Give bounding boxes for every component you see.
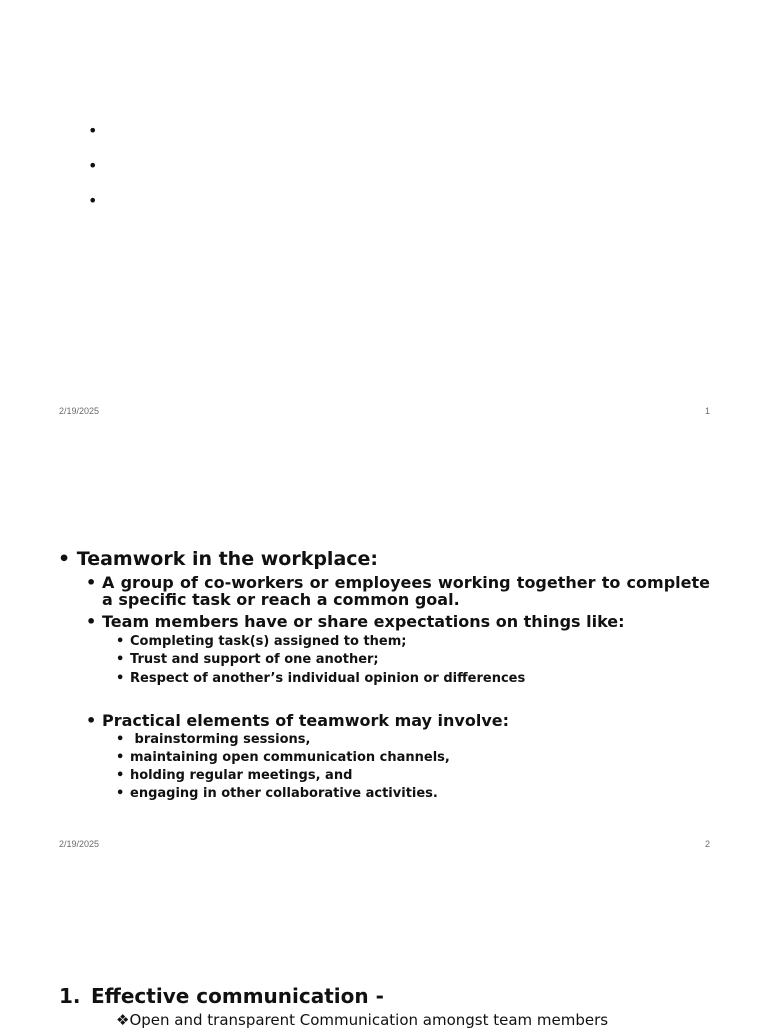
sub-point-text: Completing task(s) assigned to them; (130, 634, 407, 649)
numbered-heading (59, 984, 384, 1008)
bullet-dot: • (116, 768, 125, 783)
empty-bullet: • (88, 191, 98, 210)
bullet-dot: • (86, 711, 97, 730)
bullet-dot: • (58, 548, 71, 570)
diamond-bullet-icon: ❖ (116, 1011, 130, 1029)
heading-text: Teamwork in the workplace: (76, 548, 379, 570)
sub-point-text: engaging in other collaborative activities. (130, 786, 438, 801)
sub-point-text: Open and transparent Communication amongst team members (129, 1011, 609, 1029)
point-bullet (86, 574, 710, 608)
sub-point (116, 634, 407, 649)
bullet-dot: • (116, 671, 125, 686)
sub-point-text: Respect of another’s individual opinion or differences (130, 671, 526, 686)
bullet-dot: • (116, 652, 125, 667)
slide-3 (0, 866, 768, 1029)
bullet-dot: • (116, 750, 125, 765)
sub-point (116, 750, 450, 765)
bullet-dot: • (86, 573, 97, 592)
sub-point (116, 1011, 608, 1029)
bullet-dot: • (116, 634, 125, 649)
point-text: A group of co-workers or employees working together to complete a specific task or reach a common goal. (102, 573, 710, 609)
slide-date: 2/19/2025 (59, 406, 100, 416)
sub-point (116, 652, 379, 667)
point-text: Team members have or share expectations on things like: (102, 612, 625, 631)
slide-number: 2 (704, 839, 710, 849)
sub-point (116, 732, 310, 747)
sub-point-text: holding regular meetings, and (130, 768, 353, 783)
slide-number: 1 (704, 406, 710, 416)
slide-date: 2/19/2025 (59, 839, 100, 849)
bullet-dot: • (116, 732, 125, 747)
sub-point (116, 671, 525, 686)
sub-point (116, 768, 352, 783)
heading-bullet (58, 548, 378, 570)
heading-number: 1. (59, 984, 81, 1008)
empty-bullet: • (88, 121, 98, 140)
point-bullet (86, 613, 710, 630)
heading-text: Effective communication - (91, 984, 384, 1008)
bullet-dot: • (86, 612, 97, 631)
bullet-dot: • (116, 786, 125, 801)
sub-point (116, 786, 438, 801)
slide-1 (0, 0, 768, 433)
sub-point-text: maintaining open communication channels, (130, 750, 450, 765)
empty-bullet: • (88, 156, 98, 175)
point-bullet (86, 712, 710, 729)
slide-2 (0, 433, 768, 866)
point-text: Practical elements of teamwork may involve: (102, 711, 510, 730)
sub-point-text: brainstorming sessions, (130, 732, 311, 747)
sub-point-text: Trust and support of one another; (130, 652, 379, 667)
